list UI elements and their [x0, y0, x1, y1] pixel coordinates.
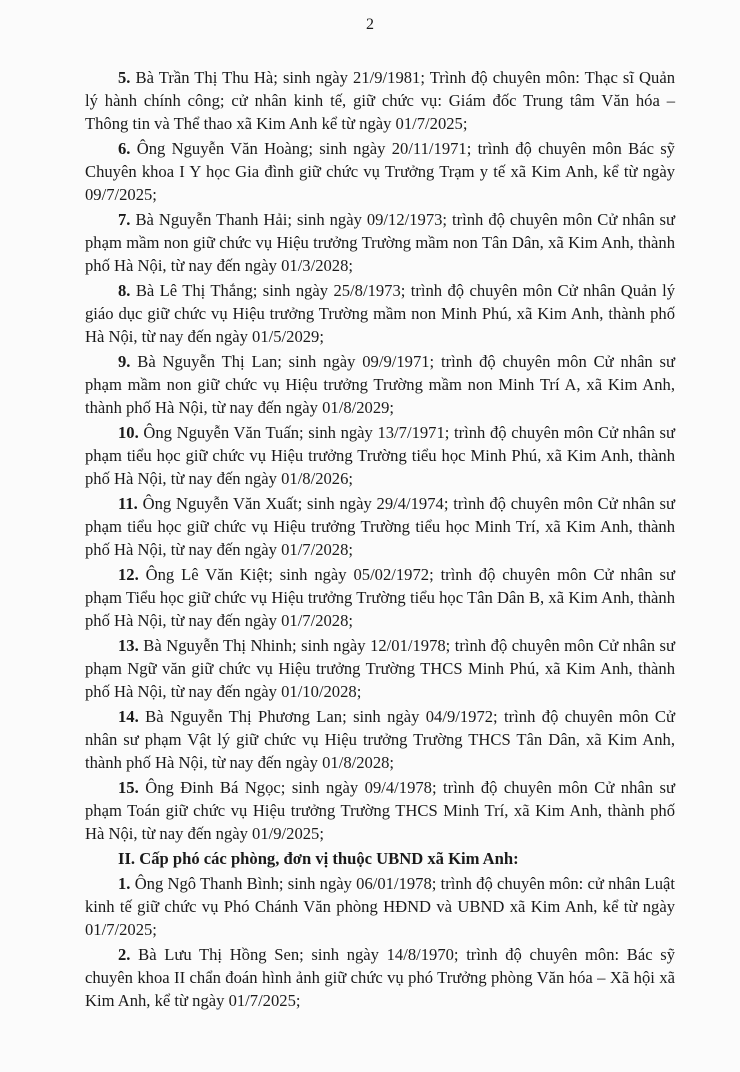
item-number: 5.	[118, 68, 131, 87]
item-number: 1.	[118, 874, 131, 893]
list-item	[85, 66, 675, 135]
list-item	[85, 421, 675, 490]
list-item	[85, 279, 675, 348]
item-text: Bà Lưu Thị Hồng Sen; sinh ngày 14/8/1970; trình độ chuyên môn: Bác sỹ chuyên khoa II chẩn đoán hình ảnh giữ chức vụ phó Trưởng phòng Văn hóa – Xã hội xã Kim Anh, kể từ ngày 01/7/2025;	[85, 945, 676, 1010]
item-number: 2.	[118, 945, 131, 964]
list-item	[85, 208, 675, 277]
item-text: Bà Lê Thị Thắng; sinh ngày 25/8/1973; trình độ chuyên môn Cử nhân Quản lý giáo dục giữ chức vụ Hiệu trưởng Trường mầm non Minh Phú, xã Kim Anh, thành phố Hà Nội, từ nay đến ngày 01/5/2029;	[85, 281, 675, 346]
item-number: 8.	[118, 281, 131, 300]
list-item	[85, 943, 675, 1012]
item-number: 6.	[118, 139, 131, 158]
list-item	[85, 492, 675, 561]
item-number: 15.	[118, 778, 139, 797]
item-number: 7.	[118, 210, 131, 229]
section-1-list	[85, 66, 675, 845]
item-text: Bà Nguyễn Thị Phương Lan; sinh ngày 04/9/1972; trình độ chuyên môn Cử nhân sư phạm Vật lý giữ chức vụ Hiệu trưởng Trường THCS Tân Dân, xã Kim Anh, thành phố Hà Nội, từ nay đến ngày 01/8/2028;	[85, 707, 675, 772]
item-text: Bà Trần Thị Thu Hà; sinh ngày 21/9/1981; Trình độ chuyên môn: Thạc sĩ Quản lý hành chính công; cử nhân kinh tế, giữ chức vụ: Giám đốc Trung tâm Văn hóa – Thông tin và Thể thao xã Kim Anh kể từ ngày 01/7/2025;	[85, 68, 676, 133]
item-number: 13.	[118, 636, 139, 655]
item-number: 11.	[118, 494, 138, 513]
item-text: Bà Nguyễn Thị Lan; sinh ngày 09/9/1971; trình độ chuyên môn Cử nhân sư phạm mầm non giữ chức vụ Hiệu trưởng Trường mầm non Minh Trí A, xã Kim Anh, thành phố Hà Nội, từ nay đến ngày 01/8/2029;	[85, 352, 675, 417]
item-number: 9.	[118, 352, 131, 371]
section-2-heading: II. Cấp phó các phòng, đơn vị thuộc UBND xã Kim Anh:	[118, 849, 519, 868]
item-number: 14.	[118, 707, 139, 726]
item-number: 10.	[118, 423, 139, 442]
list-item	[85, 776, 675, 845]
item-text: Ông Lê Văn Kiệt; sinh ngày 05/02/1972; trình độ chuyên môn Cử nhân sư phạm Tiểu học giữ chức vụ Hiệu trưởng Trường tiểu học Tân Dân B, xã Kim Anh, thành phố Hà Nội, từ nay đến ngày 01/7/2028;	[85, 565, 675, 630]
list-item	[85, 705, 675, 774]
item-text: Ông Nguyễn Văn Xuất; sinh ngày 29/4/1974; trình độ chuyên môn Cử nhân sư phạm tiểu học giữ chức vụ Hiệu trưởng Trường tiểu học Minh Trí, xã Kim Anh, thành phố Hà Nội, từ nay đến ngày 01/7/2028;	[85, 494, 675, 559]
list-item	[85, 872, 675, 941]
page-number: 2	[366, 16, 374, 33]
item-text: Ông Đinh Bá Ngọc; sinh ngày 09/4/1978; trình độ chuyên môn Cử nhân sư phạm Toán giữ chức vụ Hiệu trưởng Trường THCS Minh Trí, xã Kim Anh, thành phố Hà Nội, từ nay đến ngày 01/9/2025;	[85, 778, 675, 843]
item-text: Bà Nguyễn Thị Nhinh; sinh ngày 12/01/1978; trình độ chuyên môn Cử nhân sư phạm Ngữ văn giữ chức vụ Hiệu trưởng Trường THCS Minh Phú, xã Kim Anh, thành phố Hà Nội, từ nay đến ngày 01/10/2028;	[85, 636, 675, 701]
list-item	[85, 137, 675, 206]
list-item	[85, 350, 675, 419]
document-body	[85, 66, 675, 1014]
list-item	[85, 634, 675, 703]
list-item	[85, 563, 675, 632]
section-2-list	[85, 872, 675, 1012]
item-number: 12.	[118, 565, 139, 584]
item-text: Ông Nguyễn Văn Hoàng; sinh ngày 20/11/1971; trình độ chuyên môn Bác sỹ Chuyên khoa I Y học Gia đình giữ chức vụ Trưởng Trạm y tế xã Kim Anh, kể từ ngày 09/7/2025;	[85, 139, 675, 204]
item-text: Bà Nguyễn Thanh Hải; sinh ngày 09/12/1973; trình độ chuyên môn Cử nhân sư phạm mầm non giữ chức vụ Hiệu trưởng Trường mầm non Tân Dân, xã Kim Anh, thành phố Hà Nội, từ nay đến ngày 01/3/2028;	[85, 210, 675, 275]
item-text: Ông Nguyễn Văn Tuấn; sinh ngày 13/7/1971; trình độ chuyên môn Cử nhân sư phạm tiểu học giữ chức vụ Hiệu trưởng Trường tiểu học Minh Phú, xã Kim Anh, thành phố Hà Nội, từ nay đến ngày 01/8/2026;	[85, 423, 675, 488]
item-text: Ông Ngô Thanh Bình; sinh ngày 06/01/1978; trình độ chuyên môn: cử nhân Luật kinh tế giữ chức vụ Phó Chánh Văn phòng HĐND và UBND xã Kim Anh, kể từ ngày 01/7/2025;	[85, 874, 676, 939]
